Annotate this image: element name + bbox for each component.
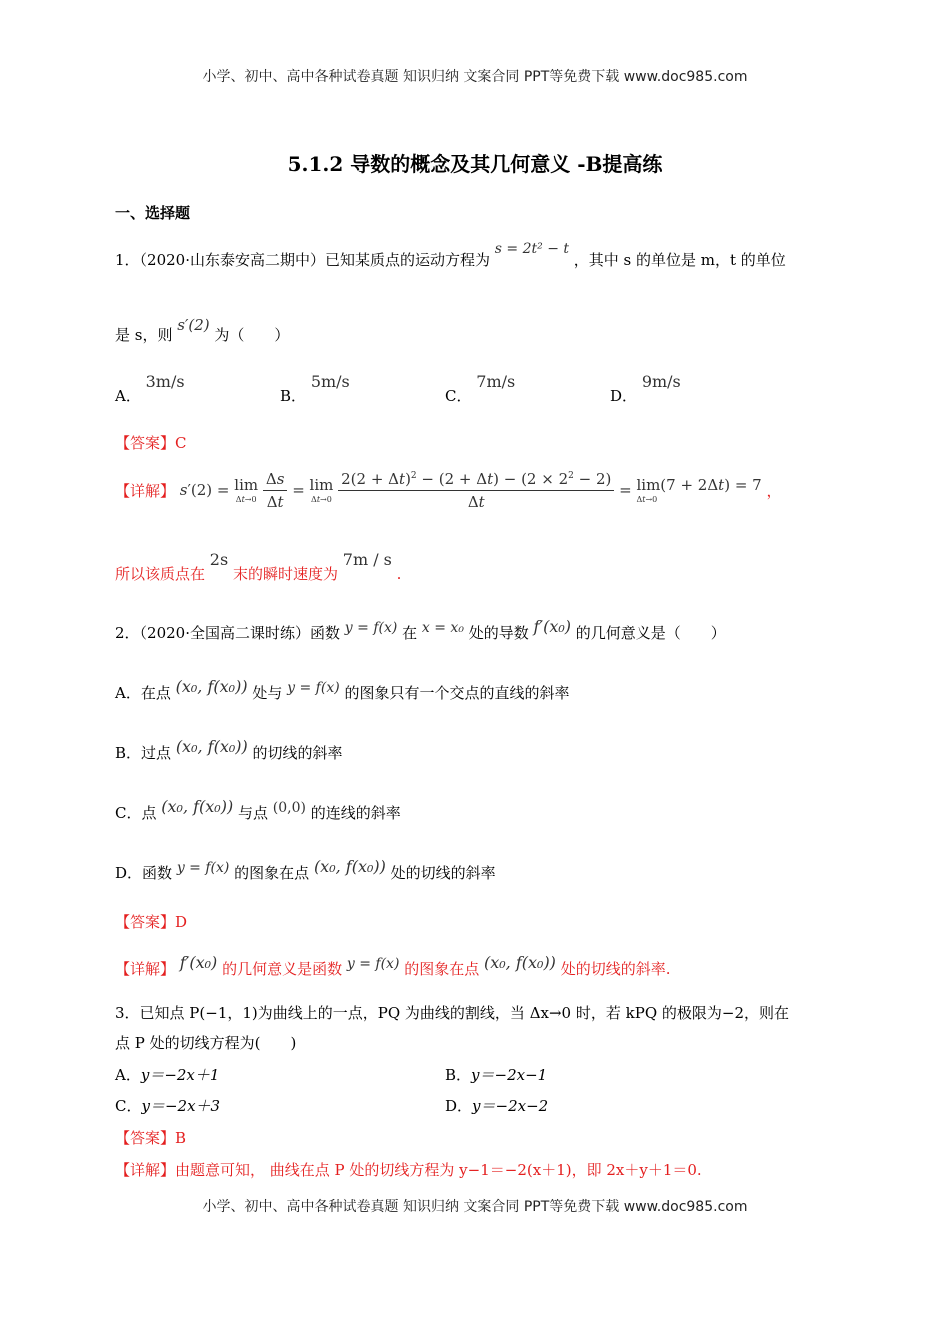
q1-derivative: s′(2) (177, 316, 210, 334)
q1-option-b[interactable]: B． 5m/s (280, 372, 350, 405)
q1-stem-line2: 是 s，则 s′(2) 为（ ） (115, 316, 290, 344)
page-title: 5.1.2 导数的概念及其几何意义 -B提高练 (287, 152, 663, 176)
q1-detail: 【详解】 s′(2) = lim Δt→0 $\frac{\Delta s}{\Delta t}$ = lim Δt→0 $\frac{2(2 + \Delta t)^2 - (2 + \Delta t) - (2 \times 2^2 - 2)}{\Delta t}$ = lim(7 + 2Δt) = 7 Δt→0 ， (115, 470, 782, 511)
q2-option-a[interactable]: A．在点 (x₀, f(x₀)) 处与 y = f(x) 的图象只有一个交点的直线的斜率 (115, 677, 570, 702)
q3-option-c[interactable]: C．y＝−2x＋3 (115, 1097, 221, 1115)
page-header: 小学、初中、高中各种试卷真题 知识归纳 文案合同 PPT等免费下载 www.doc985.com (202, 69, 748, 85)
q1-stem-line1: 1．（2020·山东泰安高二期中）已知某质点的运动方程为 s = 2t² − t ，其中 s 的单位是 m，t 的单位 (115, 241, 786, 269)
q3-stem-line1: 3．已知点 P(−1，1)为曲线上的一点，PQ 为曲线的割线，当 Δx→0 时，若 kPQ 的极限为−2，则在 (115, 1004, 789, 1022)
q1-answer: 【答案】C (115, 434, 187, 452)
q1-option-c[interactable]: C． 7m/s (445, 372, 516, 405)
q2-option-c[interactable]: C．点 (x₀, f(x₀)) 与点 (0,0) 的连线的斜率 (115, 797, 401, 822)
section-heading: 一、选择题 (115, 204, 191, 222)
q1-option-d[interactable]: D． 9m/s (610, 372, 681, 405)
q3-stem-line2: 点 P 处的切线方程为( ) (115, 1034, 297, 1052)
page-footer: 小学、初中、高中各种试卷真题 知识归纳 文案合同 PPT等免费下载 www.doc985.com (202, 1199, 748, 1215)
q2-stem: 2．（2020·全国高二课时练）函数 y = f(x) 在 x = x₀ 处的导数 f′(x₀) 的几何意义是（ ） (115, 617, 726, 642)
q3-detail: 【详解】由题意可知， 曲线在点 P 处的切线方程为 y−1＝−2(x＋1)，即 2x＋y＋1＝0. (115, 1161, 702, 1179)
q3-option-b[interactable]: B．y＝−2x−1 (445, 1066, 548, 1084)
q2-answer: 【答案】D (115, 913, 188, 931)
q3-option-d[interactable]: D．y＝−2x−2 (445, 1097, 549, 1115)
q1-detail-line2: 所以该质点在 2s 末的瞬时速度为 7m / s . (115, 550, 402, 583)
q1-formula: s = 2t² − t (494, 241, 569, 257)
q2-option-b[interactable]: B．过点 (x₀, f(x₀)) 的切线的斜率 (115, 737, 343, 762)
q1-option-a[interactable]: A． 3m/s (115, 372, 185, 405)
q3-option-a[interactable]: A．y＝−2x＋1 (115, 1066, 220, 1084)
q2-detail: 【详解】 f′(x₀) 的几何意义是函数 y = f(x) 的图象在点 (x₀, f(x₀)) 处的切线的斜率. (115, 953, 671, 978)
q2-option-d[interactable]: D．函数 y = f(x) 的图象在点 (x₀, f(x₀)) 处的切线的斜率 (115, 857, 496, 882)
q1-detail-formula: s′(2) = lim Δt→0 $\frac{\Delta s}{\Delta t}$ = lim Δt→0 $\frac{2(2 + \Delta t)^2 - (2 + \Delta t) - (2 \times 2^2 - 2)}{\Delta t}$ = lim(7 + 2Δt) = 7 Δt→0 (179, 470, 762, 511)
q3-answer: 【答案】B (115, 1129, 187, 1147)
